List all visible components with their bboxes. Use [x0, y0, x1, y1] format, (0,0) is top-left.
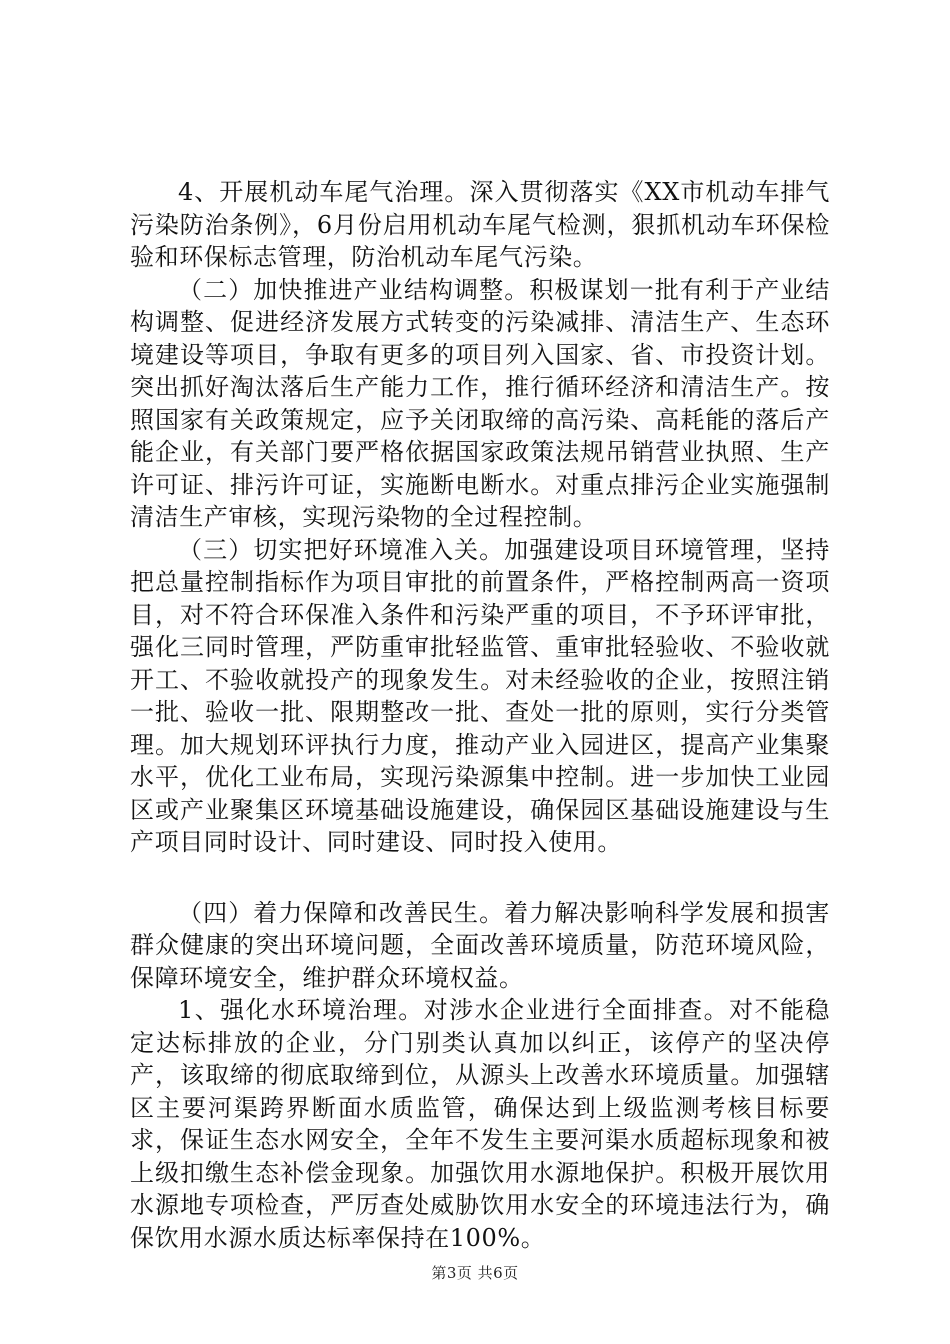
paragraph-industrial-structure: （二）加快推进产业结构调整。积极谋划一批有利于产业结构调整、促进经济发展方式转变的污染减排、清洁生产、生态环境建设等项目，争取有更多的项目列入国家、省、市投资计划。突出抓好淘汰落后生产能力工作，推行循环经济和清洁生产。按照国家有关政策规定，应予关闭取缔的高污染、高耗能的落后产能企业，有关部门要严格依据国家政策法规吊销营业执照、生产许可证、排污许可证，实施断电断水。对重点排污企业实施强制清洁生产审核，实现污染物的全过程控制。: [130, 275, 830, 531]
paragraph-water-treatment: 1、强化水环境治理。对涉水企业进行全面排查。对不能稳定达标排放的企业，分门别类认真加以纠正，该停产的坚决停产，该取缔的彻底取缔到位，从源头上改善水环境质量。加强辖区主要河渠跨界断面水质监管，确保达到上级监测考核目标要求，保证生态水网安全，全年不发生主要河渠水质超标现象和被上级扣缴生态补偿金现象。加强饮用水源地保护。积极开展饮用水源地专项检查，严厉查处威胁饮用水安全的环境违法行为，确保饮用水源水质达标率保持在100%。: [130, 996, 830, 1252]
paragraph-livelihood: （四）着力保障和改善民生。着力解决影响科学发展和损害群众健康的突出环境问题，全面改善环境质量，防范环境风险，保障环境安全，维护群众环境权益。: [130, 898, 830, 992]
paragraph-gap: [130, 859, 830, 897]
paragraph-vehicle-exhaust: 4、开展机动车尾气治理。深入贯彻落实《XX市机动车排气污染防治条例》，6月份启用机动车尾气检测，狠抓机动车环保检验和环保标志管理，防治机动车尾气污染。: [130, 178, 830, 271]
document-body: [130, 176, 830, 1254]
page-footer: 第3页 共6页: [431, 1264, 519, 1282]
paragraph-environmental-access: （三）切实把好环境准入关。加强建设项目环境管理，坚持把总量控制指标作为项目审批的前置条件，严格控制两高一资项目，对不符合环保准入条件和污染严重的项目，不予环评审批，强化三同时管理，严防重审批轻监管、重审批轻验收、不验收就开工、不验收就投产的现象发生。对未经验收的企业，按照注销一批、验收一批、限期整改一批、查处一批的原则，实行分类管理。加大规划环评执行力度，推动产业入园进区，提高产业集聚水平，优化工业布局，实现污染源集中控制。进一步加快工业园区或产业聚集区环境基础设施建设，确保园区基础设施建设与生产项目同时设计、同时建设、同时投入使用。: [130, 535, 830, 856]
